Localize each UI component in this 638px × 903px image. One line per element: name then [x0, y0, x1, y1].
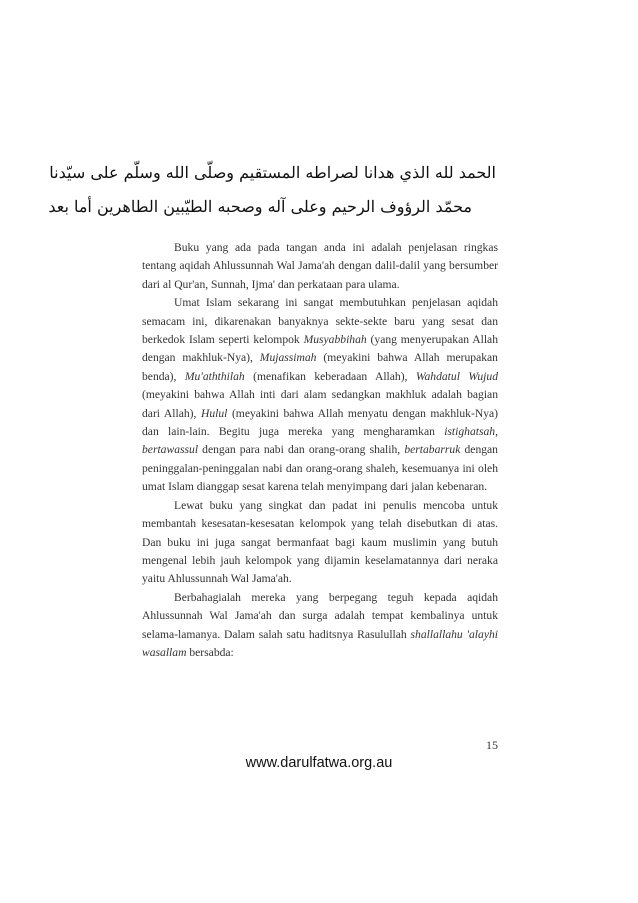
paragraph [142, 239, 498, 294]
text-segment: Lewat buku yang singkat dan padat ini penulis mencoba untuk membantah kesesatan-kesesatan kelompok yang telah disebutkan di atas. Dan buku ini juga sangat bermanfaat bagi kaum muslimin yang butuh mengenal lebih jauh kelompok yang dijamin keselamatannya dari neraka yaitu Ahlussunnah Wal Jama'ah. [142, 498, 498, 586]
italic-term: Mu'aththilah [184, 369, 245, 383]
paragraph [142, 497, 498, 589]
italic-term: Wahdatul Wujud [415, 369, 498, 383]
page-number: 15 [486, 738, 498, 752]
text-segment: dengan para nabi dan orang-orang shalih, [198, 443, 405, 457]
italic-term: bertawassul [142, 443, 199, 457]
text-segment: (meyakini bahwa Allah inti dari alam sedangkan makhluk adalah bagian dari Allah), [142, 388, 498, 420]
text-segment: Berbahagialah mereka yang berpegang teguh kepada aqidah Ahlussunnah Wal Jama'ah dan surga adalah tempat kembalinya untuk selama-lamanya. Dalam salah satu haditsnya Rasulullah [142, 590, 498, 641]
italic-term: Mujassimah [259, 351, 317, 365]
text-segment: (meyakini bahwa Allah merupakan benda), [142, 351, 498, 383]
italic-term: bertabarruk [404, 443, 461, 457]
text-segment: Umat Islam sekarang ini sangat membutuhkan penjelasan aqidah semacam ini, dikarenakan banyaknya sekte-sekte baru yang sesat dan berkedok Islam seperti kelompok [142, 296, 498, 347]
italic-term: Musyabbihah [303, 333, 367, 347]
text-segment: dengan peninggalan-peninggalan nabi dan orang-orang shaleh, kesemuanya ini oleh umat Islam dianggap sesat karena telah menyimpang dari jalan kebenaran. [142, 443, 498, 494]
text-segment: (meyakini bahwa Allah menyatu dengan makhluk-Nya) dan lain-lain. Begitu juga mereka yang mengharamkan [142, 406, 499, 439]
body-text [142, 239, 498, 662]
text-segment: (yang menyerupakan Allah dengan makhluk-Nya), [142, 333, 498, 365]
text-segment: (menafikan keberadaan Allah), [244, 369, 416, 383]
text-segment: Buku yang ada pada tangan anda ini adalah penjelasan ringkas tentang aqidah Ahlussunnah Wal Jama'ah dengan dalil-dalil yang bersumber dari al Qur'an, Sunnah, Ijma' dan perkataan para ulama. [142, 241, 498, 291]
paragraph [142, 589, 498, 663]
arabic-opening-line-1: الحمد لله الذي هدانا لصراطه المستقيم وصلّى الله وسلّم على سيّدنا [49, 163, 496, 182]
italic-term: shallallahu 'alayhi wasallam [142, 627, 498, 659]
italic-term: Hulul [200, 406, 228, 420]
text-segment: bersabda: [186, 645, 234, 659]
footer-url: www.darulfatwa.org.au [245, 755, 393, 771]
paragraph [142, 294, 498, 496]
text-segment: , [495, 425, 498, 439]
italic-term: istighatsah [444, 425, 496, 439]
arabic-opening-line-2: محمّد الرؤوف الرحيم وعلى آله وصحبه الطيّبين الطاهرين أما بعد [48, 197, 472, 216]
